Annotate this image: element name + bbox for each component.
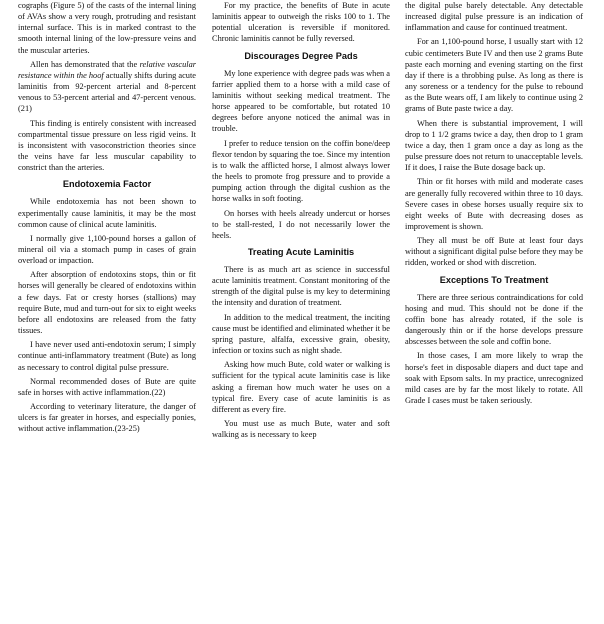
paragraph: After absorption of endotoxins stops, thin or fit horses will generally be cleared of endotoxins within a few days. Fat or cresty horses (stallions) may require Bute, mud and turn-out for six to eight weeks before all endotoxins are released from the fatty tissues.	[18, 270, 196, 336]
paragraph: According to veterinary literature, the danger of ulcers is far greater in horses, and especially ponies, without active inflammation.(23-25)	[18, 402, 196, 434]
section-heading: Discourages Degree Pads	[244, 50, 358, 61]
paragraph: For an 1,100-pound horse, I usually start with 12 cubic centimeters Bute IV and then use 2 grams Bute paste each morning and evening starting on the first day if there is a throbbing pulse. As long as there is any soreness or a tendency for the pulse to rebound as the Bute wears off, I am likely to continue using 2 grams of Bute paste twice a day.	[405, 37, 583, 114]
column-3	[405, 0, 583, 409]
column-2	[212, 0, 390, 443]
paragraph: I prefer to reduce tension on the coffin bone/deep flexor tendon by squaring the toe. Since my intention is to walk the afflicted horse, I almost always lower the heels to promote frog pressure and to provide a pumping action through the digital cushion as the horse walks in soft footing.	[212, 138, 390, 204]
column-1	[18, 0, 196, 437]
paragraph: I have never used anti-endotoxin serum; I simply continue anti-inflammatory treatment (Bute) as long as necessary to control digital pulse pressure.	[18, 340, 196, 372]
section-heading: Endotoxemia Factor	[62, 179, 152, 190]
paragraph: On horses with heels already undercut or horses to be stall-rested, I do not necessarily lower the heels.	[212, 208, 390, 240]
paragraph: This finding is entirely consistent with increased compartmental tissue pressure on less rigid veins. It is inconsistent with vasoconstriction theories since the veins have far less muscular capability to constrict than the arteries.	[18, 118, 196, 173]
section-heading: Exceptions To Treatment	[439, 274, 549, 285]
paragraph	[18, 59, 196, 115]
paragraph: They all must be off Bute at least four days without a significant digital pulse before they may be ridden, worked or shod with discretion.	[405, 236, 583, 268]
emphasis-text: relative vascular resistance within the hoof	[18, 59, 196, 80]
paragraph: the digital pulse barely detectable. Any detectable increased digital pulse pressure is an indication of inflammation and cause for continued treatment.	[405, 1, 583, 33]
paragraph-text: actually shifts during acute laminitis from 92-percent arterial and 8-percent venous to 53-percent arterial and 47-percent venous.(21)	[18, 70, 196, 114]
paragraph: You must use as much Bute, water and soft walking as is necessary to keep	[212, 419, 390, 440]
paragraph-text: Allen has demonstrated that the	[30, 59, 140, 69]
paragraph: There are three serious contraindications for cold hosing and mud. This should not be done if the coffin bone has already rotated, if the sole is dangerously thin or if the horse develops pressure abscesses between the sole and coffin bone.	[405, 292, 583, 347]
paragraph: While endotoxemia has not been shown to experimentally cause laminitis, it may be the most common cause of clinical acute laminitis.	[18, 197, 196, 229]
paragraph: In addition to the medical treatment, the inciting cause must be identified and eliminated whether it be spring pasture, alfalfa, excessive grain, obesity, infection or toxins such as night shade.	[212, 312, 390, 356]
paragraph: I normally give 1,100-pound horses a gallon of mineral oil via a stomach pump in cases of grain overload or impaction.	[18, 233, 196, 266]
paragraph: cographs (Figure 5) of the casts of the internal lining of AVAs show a very rough, protruding and resistant internal surface. This is in marked contrast to the smooth internal lining of the low-pressure veins and the muscular arteries.	[18, 1, 196, 55]
paragraph: My lone experience with degree pads was when a farrier applied them to a horse with a mild case of laminitis without seeking medical treatment. The horse appeared to be comfortable, but rotated 10 degrees before anyone noticed the animal was in trouble.	[212, 68, 390, 134]
paragraph: There is as much art as science in successful acute laminitis treatment. Constant monitoring of the strength of the digital pulse is my key to determining the intensity and duration of treatment.	[212, 264, 390, 308]
paragraph: Thin or fit horses with mild and moderate cases are generally fully recovered within three to 10 days. Severe cases in obese horses usually require six to eight weeks of Bute with decreasing doses as improvement is shown.	[405, 177, 583, 231]
paragraph: In those cases, I am more likely to wrap the horse's feet in disposable diapers and duct tape and soak with Epsom salts. In my practice, unrecognized mild cases are by far the most likely to rotate. All Grade I cases must be taken seriously.	[405, 351, 583, 405]
section-heading: Treating Acute Laminitis	[247, 246, 355, 257]
paragraph: Normal recommended doses of Bute are quite safe in horses with active inflammation.(22)	[18, 376, 196, 397]
paragraph: For my practice, the benefits of Bute in acute laminitis appear to outweigh the risks 100 to 1. The potential ulceration is reversible if monitored. Chronic laminitis cannot be fully reversed.	[212, 1, 390, 44]
paragraph: Asking how much Bute, cold water or walking is sufficient for the typical acute laminitis case is like asking a fireman how much water he uses on a typical fire. Every case of acute laminitis is as different as every fire.	[212, 360, 390, 414]
paragraph: When there is substantial improvement, I will drop to 1 1/2 grams twice a day, then drop to 1 gram twice a day, then 1 gram once a day as long as the pulse pressure does not return to unacceptable levels. If it does, I raise the Bute dosage back up.	[405, 118, 583, 173]
